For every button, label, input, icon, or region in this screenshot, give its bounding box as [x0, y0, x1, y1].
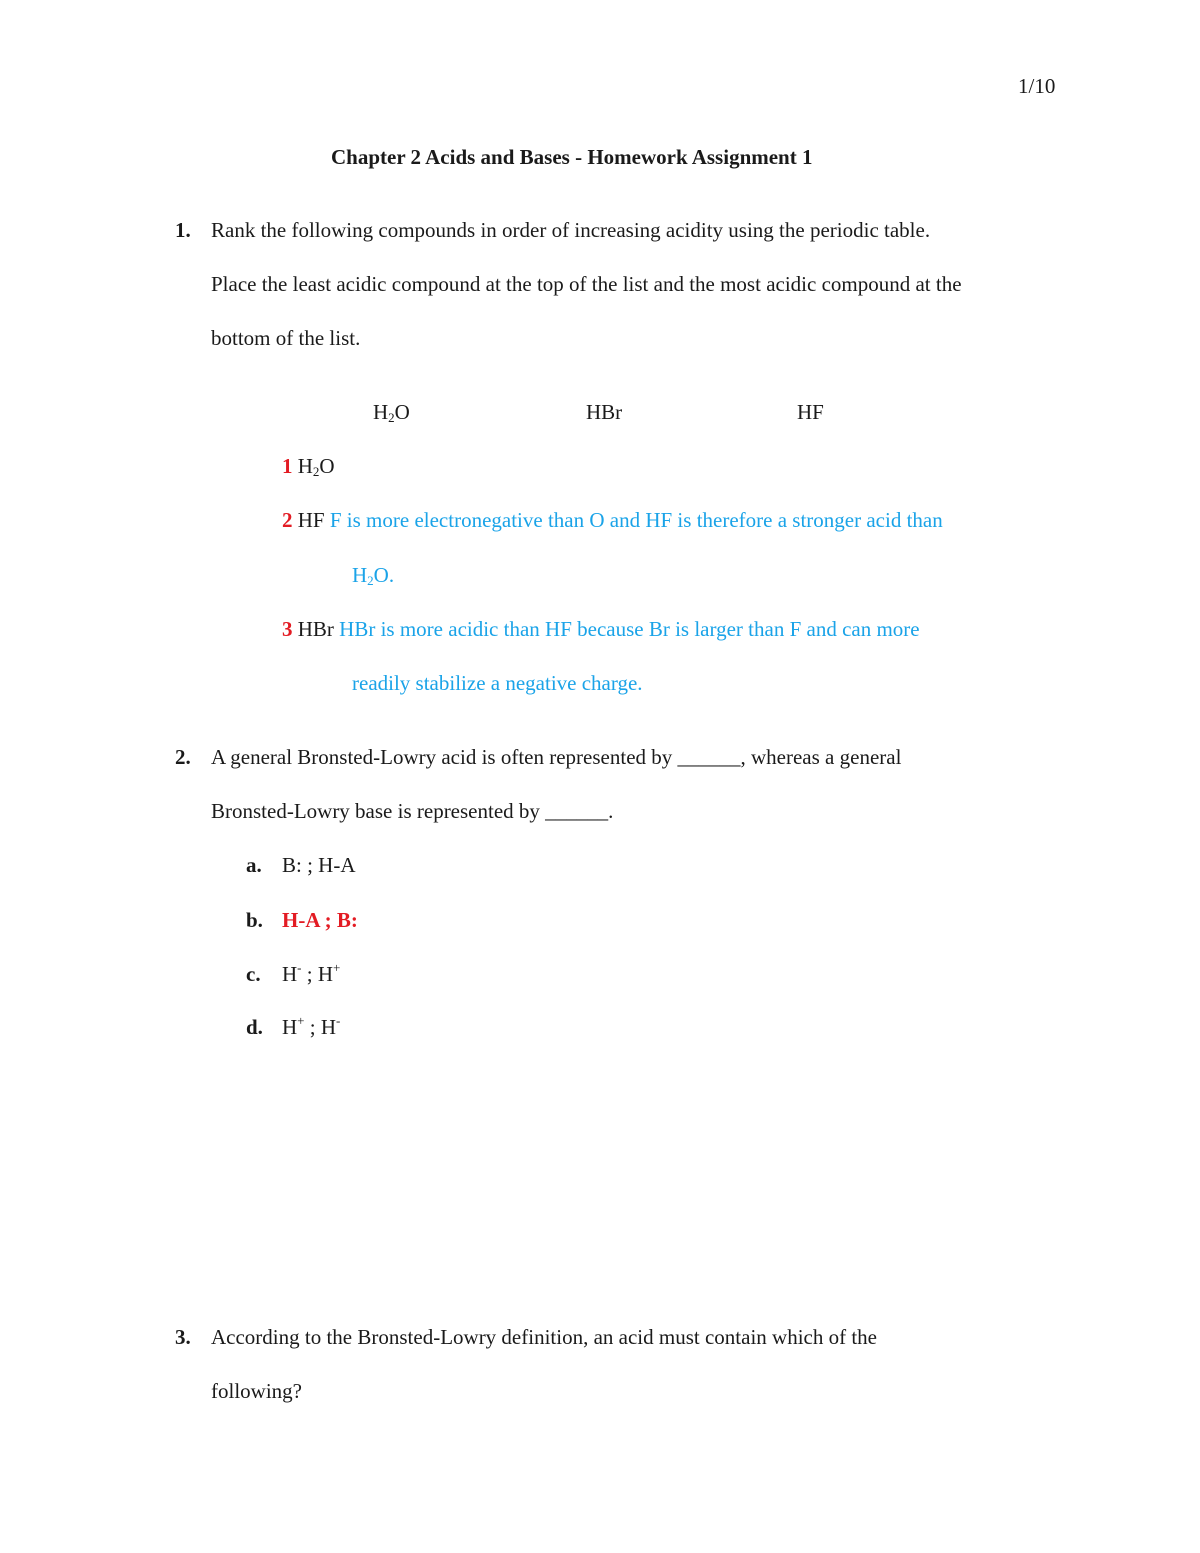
q3-number: 3.	[175, 1325, 191, 1349]
q2-option-b-text: H-A ; B:	[282, 908, 358, 932]
q3-line-1: According to the Bronsted-Lowry definition, an acid must contain which of the	[211, 1325, 878, 1349]
q1-line-1: Rank the following compounds in order of increasing acidity using the periodic table.	[211, 218, 931, 242]
q3-line-2: following?	[211, 1379, 302, 1403]
q1-line-2: Place the least acidic compound at the top of the list and the most acidic compound at the	[211, 272, 962, 296]
answer-rank-2: 2 HF F is more electronegative than O and HF is therefore a stronger acid than	[282, 508, 943, 532]
q2-option-c-text: H- ; H+	[282, 960, 341, 986]
q1-number: 1.	[175, 218, 191, 242]
q2-line-2: Bronsted-Lowry base is represented by ______.	[211, 799, 614, 823]
compound-hbr: HBr	[586, 400, 623, 424]
compound-hf: HF	[797, 400, 824, 424]
q1-line-3: bottom of the list.	[211, 326, 361, 350]
page-number: 1/10	[1018, 74, 1056, 98]
q2-option-a-text: B: ; H-A	[282, 853, 356, 877]
compound-water: $H_2O$	[373, 400, 410, 425]
q2-number: 2.	[175, 745, 191, 769]
q2-option-b-letter: b.	[246, 908, 263, 932]
q2-option-a-letter: a.	[246, 853, 262, 877]
q2-option-c-letter: c.	[246, 962, 261, 986]
answer-rank-2-continued: $H_2O$.	[352, 563, 395, 588]
answer-rank-3-continued: readily stabilize a negative charge.	[352, 671, 643, 695]
q2-option-d-text: H+ ; H-	[282, 1013, 341, 1039]
q2-option-d-letter: d.	[246, 1015, 263, 1039]
page-title: Chapter 2 Acids and Bases - Homework Assignment 1	[331, 145, 813, 169]
answer-rank-1: 1 $H_2O$	[282, 454, 335, 479]
answer-rank-3: 3 HBr HBr is more acidic than HF because Br is larger than F and can more	[282, 617, 920, 641]
q2-line-1: A general Bronsted-Lowry acid is often represented by ______, whereas a general	[211, 745, 902, 769]
